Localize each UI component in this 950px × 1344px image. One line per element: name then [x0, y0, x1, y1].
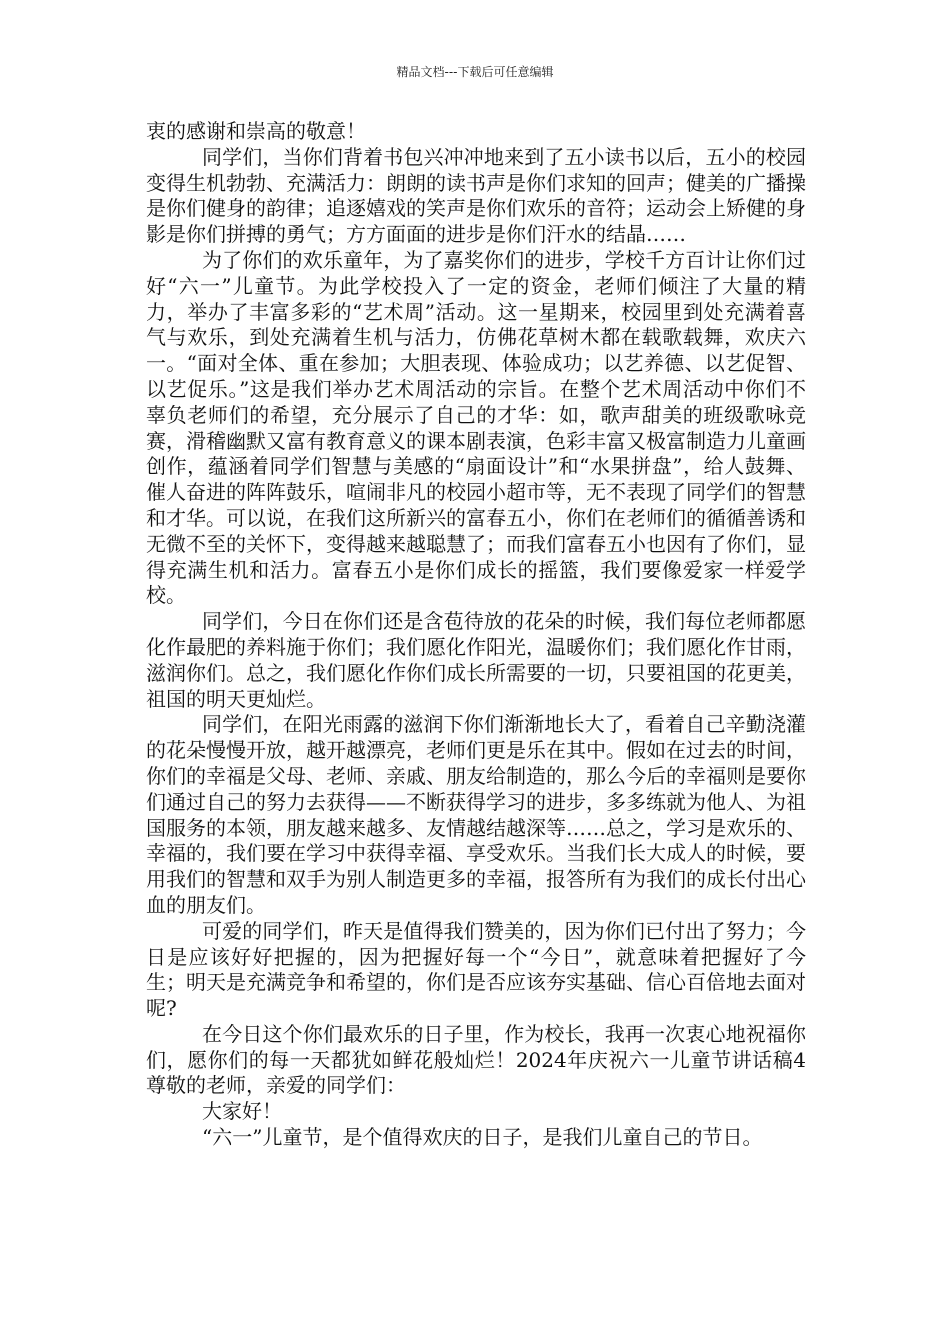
- paragraph-2: 同学们，当你们背着书包兴冲冲地来到了五小读书以后，五小的校园变得生机勃勃、充满活力：朗朗的读书声是你们求知的回声；健美的广播操是你们健身的韵律；追逐嬉戏的笑声是你们欢乐的音符；运动会上矫健的身影是你们拼搏的勇气；方方面面的进步是你们汗水的结晶……: [146, 144, 806, 247]
- paragraph-7: 在今日这个你们最欢乐的日子里，作为校长，我再一次衷心地祝福你们，愿你们的每一天都犹如鲜花般灿烂！2024年庆祝六一儿童节讲话稿4尊敬的老师，亲爱的同学们：: [146, 1021, 806, 1098]
- page-header: 精品文档---下载后可任意编辑: [396, 65, 554, 79]
- paragraph-9: “六一”儿童节，是个值得欢庆的日子，是我们儿童自己的节日。: [202, 1125, 763, 1150]
- paragraph-5: 同学们，在阳光雨露的滋润下你们渐渐地长大了，看着自己辛勤浇灌的花朵慢慢开放，越开越漂亮，老师们更是乐在其中。假如在过去的时间，你们的幸福是父母、老师、亲戚、朋友给制造的，那么今后的幸福则是要你们通过自己的努力去获得——不断获得学习的进步，多多练就为他人、为祖国服务的本领，朋友越来越多、友情越结越深等……总之，学习是欢乐的、幸福的，我们要在学习中获得幸福、享受欢乐。当我们长大成人的时候，要用我们的智慧和双手为别人制造更多的幸福，报答所有为我们的成长付出心血的朋友们。: [146, 712, 806, 917]
- document-body: [146, 119, 806, 1151]
- paragraph-8: 大家好！: [202, 1099, 282, 1124]
- paragraph-6: 可爱的同学们，昨天是值得我们赞美的，因为你们已付出了努力；今日是应该好好把握的，因为把握好每一个“今日”，就意味着把握好了今生；明天是充满竞争和希望的，你们是否应该夯实基础、信心百倍地去面对呢?: [146, 918, 806, 1021]
- paragraph-1: 衷的感谢和崇高的敬意！: [146, 119, 366, 143]
- paragraph-4: 同学们，今日在你们还是含苞待放的花朵的时候，我们每位老师都愿化作最肥的养料施于你们；我们愿化作阳光，温暖你们；我们愿化作甘雨，滋润你们。总之，我们愿化作你们成长所需要的一切，只要祖国的花更美，祖国的明天更灿烂。: [146, 609, 806, 711]
- paragraph-3: 为了你们的欢乐童年，为了嘉奖你们的进步，学校千方百计让你们过好“六一”儿童节。为此学校投入了一定的资金，老师们倾注了大量的精力，举办了丰富多彩的“艺术周”活动。这一星期来，校园里到处充满着喜气与欢乐，到处充满着生机与活力，仿佛花草树木都在载歌载舞，欢庆六一。“面对全体、重在参加；大胆表现、体验成功；以艺养德、以艺促智、以艺促乐。”这是我们举办艺术周活动的宗旨。在整个艺术周活动中你们不辜负老师们的希望，充分展示了自己的才华：如，歌声甜美的班级歌咏竞赛，滑稽幽默又富有教育意义的课本剧表演，色彩丰富又极富制造力儿童画创作，蕴涵着同学们智慧与美感的“扇面设计”和“水果拼盘”，给人鼓舞、催人奋进的阵阵鼓乐，喧闹非凡的校园小超市等，无不表现了同学们的智慧和才华。可以说，在我们这所新兴的富春五小，你们在老师们的循循善诱和无微不至的关怀下，变得越来越聪慧了；而我们富春五小也因有了你们，显得充满生机和活力。富春五小是你们成长的摇篮，我们要像爱家一样爱学校。: [146, 247, 806, 608]
